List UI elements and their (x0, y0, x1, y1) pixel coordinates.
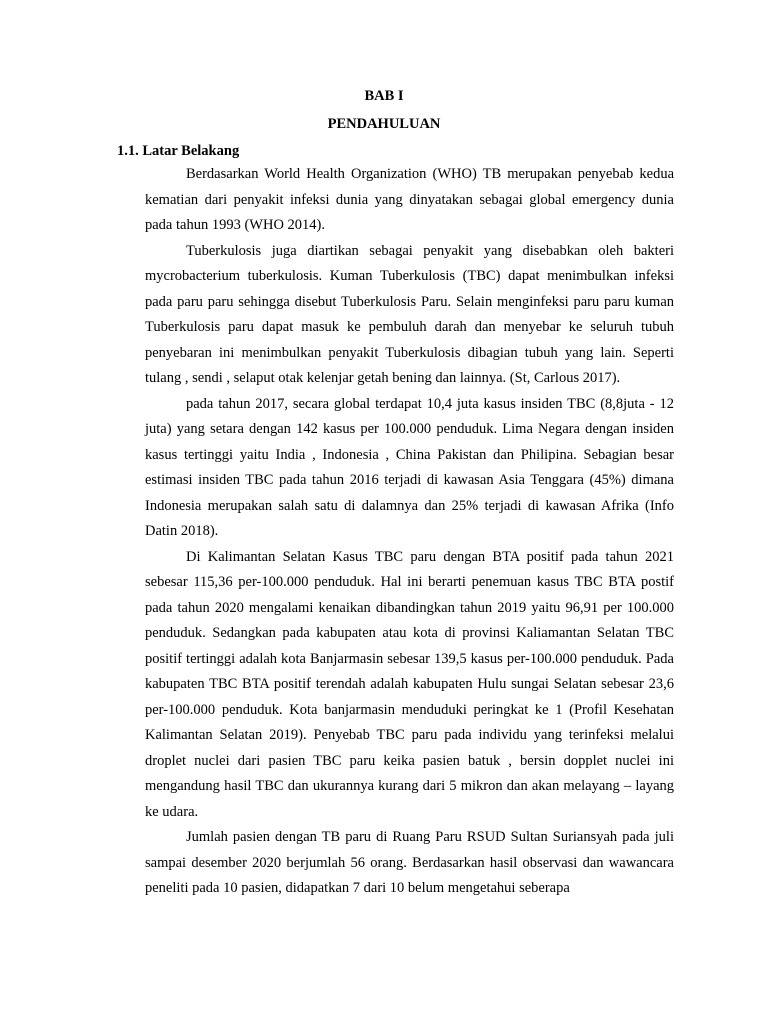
section-heading: 1.1. Latar Belakang (117, 143, 240, 159)
body-text (145, 162, 674, 902)
paragraph: pada tahun 2017, secara global terdapat 10,4 juta kasus insiden TBC (8,8juta - 12 juta) yang setara dengan 142 kasus per 100.000 penduduk. Lima Negara dengan insiden kasus tertinggi yaitu India , Indonesia , China Pakistan dan Philipina. Sebagian besar estimasi insiden TBC pada tahun 2016 terjadi di kawasan Asia Tenggara (45%) dimana Indonesia merupakan salah satu di dalamnya dan 25% terjadi di kawasan Afrika (Info Datin 2018). (145, 395, 674, 539)
paragraph: Jumlah pasien dengan TB paru di Ruang Paru RSUD Sultan Suriansyah pada juli sampai desember 2020 berjumlah 56 orang. Berdasarkan hasil observasi dan wawancara peneliti pada 10 pasien, didapatkan 7 dari 10 belum mengetahui seberapa (145, 829, 674, 896)
chapter-number: BAB I (364, 88, 404, 104)
paragraph: Tuberkulosis juga diartikan sebagai penyakit yang disebabkan oleh bakteri mycrobacterium tuberkulosis. Kuman Tuberkulosis (TBC) dapat menimbulkan infeksi pada paru paru sehingga disebut Tuberkulosis Paru. Selain menginfeksi paru paru kuman Tuberkulosis paru dapat masuk ke pembuluh darah dan menyebar ke seluruh tubuh penyebaran ini menimbulkan penyakit Tuberkulosis dibagian tubuh yang lain. Seperti tulang , sendi , selaput otak kelenjar getah bening dan lainnya. (St, Carlous 2017). (145, 242, 674, 386)
paragraph: Di Kalimantan Selatan Kasus TBC paru dengan BTA positif pada tahun 2021 sebesar 115,36 per-100.000 penduduk. Hal ini berarti penemuan kasus TBC BTA postif pada tahun 2020 mengalami kenaikan dibandingkan tahun 2019 yaitu 96,91 per 100.000 penduduk. Sedangkan pada kabupaten atau kota di provinsi Kaliamantan Selatan TBC positif tertinggi adalah kota Banjarmasin sebesar 139,5 kasus per-100.000 penduduk. Pada kabupaten TBC BTA positif terendah adalah kabupaten Hulu sungai Selatan sebesar 23,6 per-100.000 penduduk. Kota banjarmasin menduduki peringkat ke 1 (Profil Kesehatan Kalimantan Selatan 2019). Penyebab TBC paru pada individu yang terinfeksi melalui droplet nuclei dari pasien TBC paru keika pasien batuk , bersin dopplet nuclei ini mengandung hasil TBC dan ukurannya kurang dari 5 mikron dan akan melayang – layang ke udara. (145, 548, 674, 820)
chapter-title: PENDAHULUAN (327, 116, 441, 132)
paragraph: Berdasarkan World Health Organization (WHO) TB merupakan penyebab kedua kematian dari penyakit infeksi dunia yang dinyatakan sebagai global emergency dunia pada tahun 1993 (WHO 2014). (145, 166, 674, 233)
